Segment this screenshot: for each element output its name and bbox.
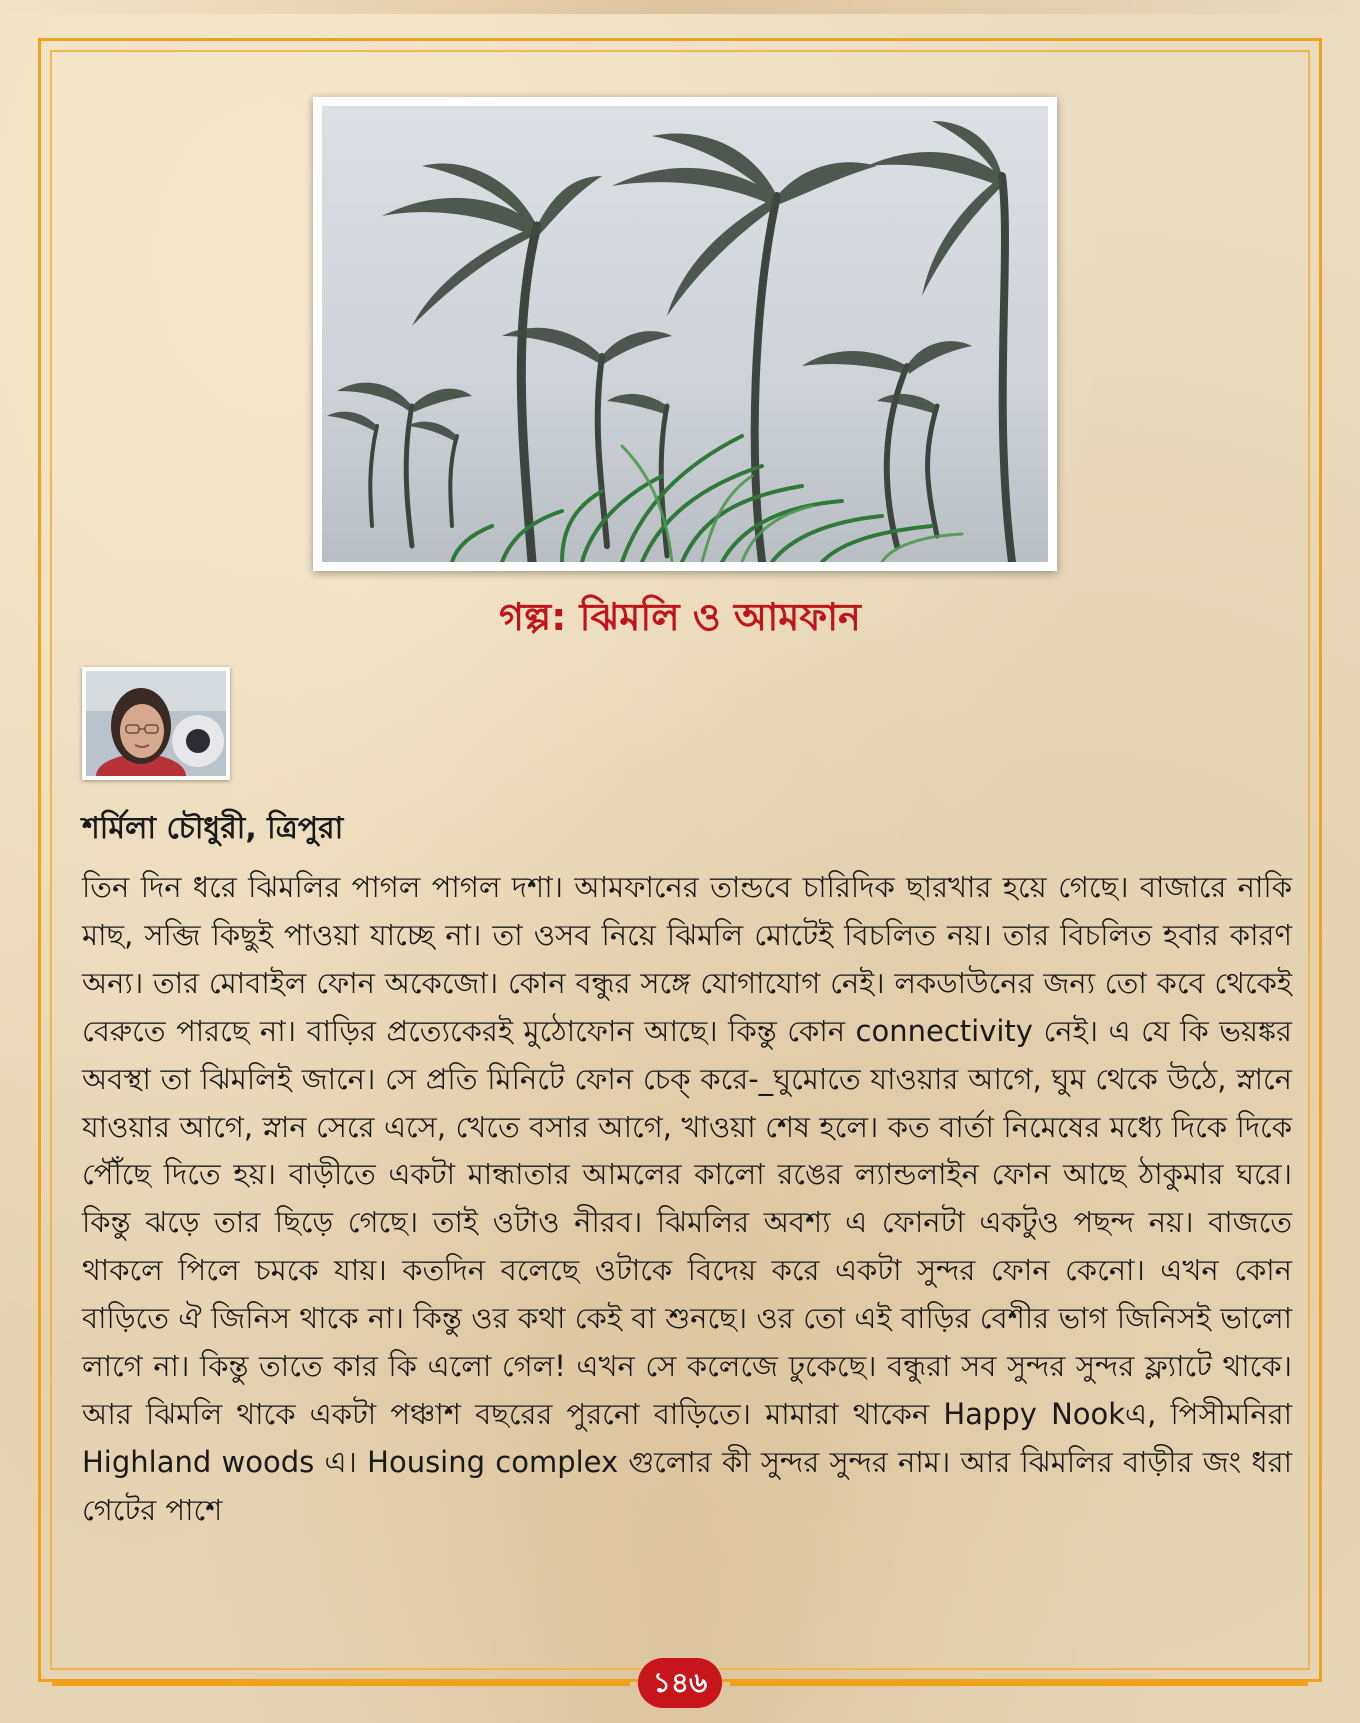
author-avatar: [82, 667, 230, 780]
top-decoration: [0, 0, 1360, 14]
story-title: গল্প: ঝিমলি ও আমফান: [499, 595, 861, 639]
storm-palm-trees-photo: [313, 97, 1057, 571]
page-number-badge: ১৪৬: [638, 1658, 722, 1708]
footer-rule-left: [52, 1682, 630, 1686]
story-body: তিন দিন ধরে ঝিমলির পাগল পাগল দশা। আমফানের তান্ডবে চারিদিক ছারখার হয়ে গেছে। বাজারে নাকি মাছ, সব্জি কিছুই পাওয়া যাচ্ছে না। তা ওসব নিয়ে ঝিমলি মোটেই বিচলিত নয়। তার বিচলিত হবার কারণ অন্য। তার মোবাইল ফোন অকেজো। কোন বন্ধুর সঙ্গে যোগাযোগ নেই। লকডাউনের জন্য তো কবে থেকেই বেরুতে পারছে না। বাড়ির প্রত্যেকেরই মুঠোফোন আছে। কিন্তু কোন connectivity নেই। এ যে কি ভয়ঙ্কর অবস্থা তা ঝিমলিই জানে। সে প্রতি মিনিটে ফোন চেক্ করে-_ঘুমোতে যাওয়ার আগে, ঘুম থেকে উঠে, স্নানে যাওয়ার আগে, স্নান সেরে এসে, খেতে বসার আগে, খাওয়া শেষ হলে। কত বার্তা নিমেষের মধ্যে দিকে দিকে পৌঁছে দিতে হয়। বাড়ীতে একটা মান্ধাতার আমলের কালো রঙের ল্যান্ডলাইন ফোন আছে ঠাকুমার ঘরে। কিন্তু ঝড়ে তার ছিড়ে গেছে। তাই ওটাও নীরব। ঝিমলির অবশ্য এ ফোনটা একটুও পছন্দ নয়। বাজতে থাকলে পিলে চমকে যায়। কতদিন বলেছে ওটাকে বিদেয় করে একটা সুন্দর ফোন কেনো। এখন কোন বাড়িতে ঐ জিনিস থাকে না। কিন্তু ওর কথা কেই বা শুনছে। ওর তো এই বাড়ির বেশীর ভাগ জিনিসই ভালো লাগে না। কিন্তু তাতে কার কি এলো গেল! এখন সে কলেজে ঢুকেছে। বন্ধুরা সব সুন্দর সুন্দর ফ্ল্যাটে থাকে। আর ঝিমলি থাকে একটা পঞ্চাশ বছরের পুরনো বাড়িতে। মামারা থাকেন Happy Nookএ, পিসীমনিরা Highland woods এ। Housing complex গুলোর কী সুন্দর সুন্দর নাম। আর ঝিমলির বাড়ীর জং ধরা গেটের পাশে: [82, 870, 1292, 1527]
footer-rule-right: [730, 1682, 1308, 1686]
author-byline: শর্মিলা চৌধুরী, ত্রিপুরা: [82, 811, 344, 846]
